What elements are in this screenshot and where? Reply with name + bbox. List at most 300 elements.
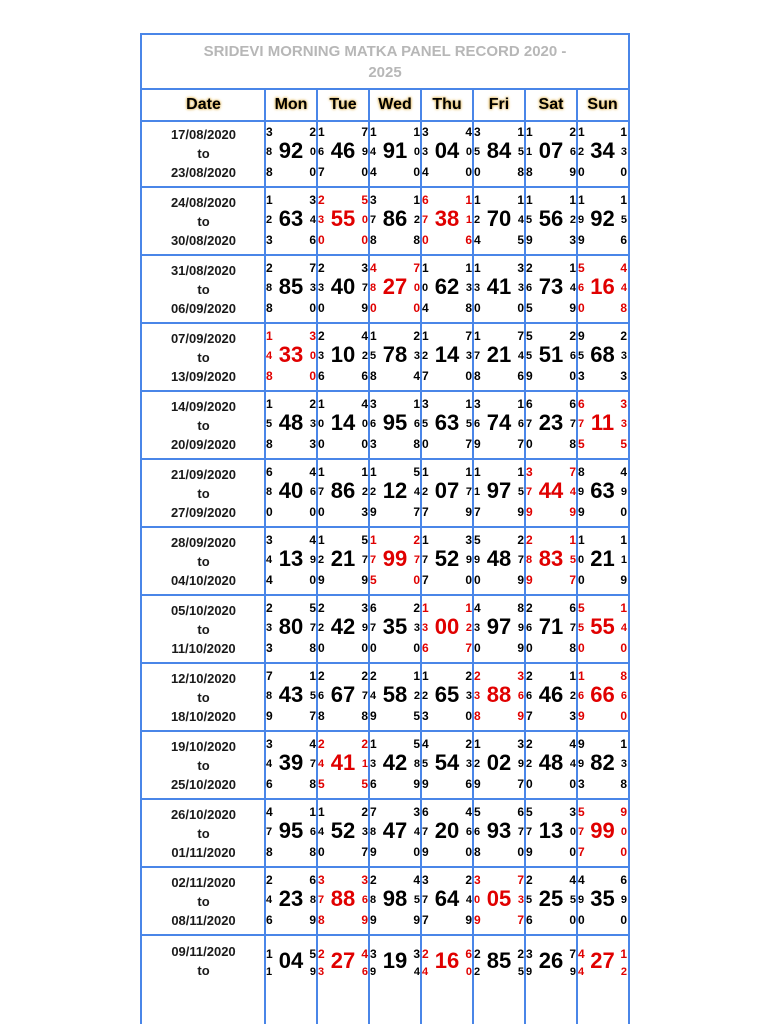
- panel-digit-right: 2: [413, 601, 420, 615]
- panel-digit-left: 5: [422, 418, 429, 430]
- panel-cell: [369, 936, 421, 1006]
- panel-digit-right: 5: [465, 418, 472, 430]
- jodi-number: 11: [590, 410, 615, 435]
- date-from: 07/09/2020: [170, 330, 237, 346]
- jodi-number: 73: [538, 274, 564, 299]
- panel-digit-left: 9: [578, 737, 585, 751]
- panel-digit-right: 5: [413, 894, 420, 906]
- panel-digit-right: 0: [413, 146, 420, 158]
- panel-digit-right: 1: [465, 397, 472, 411]
- panel-digit-right: 9: [620, 486, 627, 498]
- date-to: 27/09/2020: [170, 504, 237, 520]
- panel-digit-right: 9: [361, 146, 368, 158]
- panel-digit-left: 3: [370, 397, 377, 411]
- panel-digit-right: 2: [569, 125, 576, 139]
- panel-digit-left: 7: [578, 826, 585, 838]
- panel-digit-right: 4: [465, 805, 472, 819]
- panel-cell: [369, 732, 421, 798]
- panel-digit-left: 5: [526, 350, 533, 362]
- date-range: [142, 800, 265, 866]
- panel-digit-left: 6: [422, 193, 429, 207]
- panel-cell: [369, 256, 421, 322]
- panel-digit-left: 1: [266, 329, 273, 343]
- table-row: [142, 800, 628, 868]
- panel-digit-left: 2: [266, 261, 273, 275]
- jodi-number: 97: [486, 478, 512, 503]
- panel-digit-left: 4: [578, 873, 585, 887]
- panel-cell: [265, 936, 317, 1006]
- panel-digit-left: 1: [474, 486, 481, 498]
- panel-digit-right: 5: [517, 233, 524, 247]
- jodi-number: 02: [486, 750, 512, 775]
- panel-digit-left: 3: [578, 369, 585, 383]
- panel-digit-left: 3: [422, 146, 429, 158]
- panel-digit-left: 6: [370, 777, 377, 791]
- panel-cell: [265, 188, 317, 254]
- panel-digit-right: 9: [517, 709, 524, 723]
- panel-digit-right: 2: [361, 737, 368, 751]
- jodi-number: 63: [434, 410, 460, 435]
- date-to-label: to: [197, 281, 210, 297]
- jodi-number: 40: [278, 478, 304, 503]
- panel-digit-right: 7: [309, 709, 316, 723]
- panel-cell: [421, 732, 473, 798]
- header-divider: [576, 90, 578, 120]
- panel-digit-right: 3: [517, 894, 524, 906]
- panel-cell: [265, 392, 317, 458]
- panel-digit-right: 7: [465, 437, 472, 451]
- panel-digit-right: 0: [620, 505, 627, 519]
- panel-digit-left: 3: [526, 465, 533, 479]
- jodi-number: 23: [538, 410, 564, 435]
- jodi-number: 20: [434, 818, 460, 843]
- jodi-number: 10: [330, 342, 356, 367]
- panel-digit-left: 0: [474, 894, 481, 906]
- panel-cell: [369, 664, 421, 730]
- date-to-label: to: [197, 145, 210, 161]
- panel-digit-right: 6: [620, 233, 627, 247]
- panel-digit-right: 7: [569, 622, 576, 634]
- panel-digit-left: 0: [578, 554, 585, 566]
- panel-digit-right: 3: [620, 369, 627, 383]
- panel-digit-left: 0: [474, 165, 481, 179]
- panel-digit-right: 1: [465, 214, 472, 226]
- panel-digit-right: 3: [517, 282, 524, 294]
- panel-digit-right: 4: [517, 350, 524, 362]
- panel-digit-right: 9: [309, 554, 316, 566]
- panel-digit-right: 3: [309, 282, 316, 294]
- panel-digit-right: 0: [465, 369, 472, 383]
- panel-digit-left: 7: [318, 894, 325, 906]
- panel-digit-right: 6: [620, 873, 627, 887]
- table-row: [142, 392, 628, 460]
- panel-digit-right: 9: [620, 805, 627, 819]
- jodi-number: 56: [538, 206, 564, 231]
- date-range: [142, 732, 265, 798]
- table-row: [142, 120, 628, 188]
- panel-digit-right: 0: [413, 282, 420, 294]
- panel-digit-left: 5: [318, 777, 325, 791]
- panel-digit-right: 0: [465, 146, 472, 158]
- panel-cell: [317, 120, 369, 186]
- panel-digit-right: 9: [309, 913, 316, 927]
- panel-digit-left: 4: [266, 554, 273, 566]
- panel-digit-right: 3: [309, 418, 316, 430]
- panel-digit-right: 0: [465, 165, 472, 179]
- panel-digit-right: 0: [620, 641, 627, 655]
- panel-digit-left: 8: [526, 165, 533, 179]
- panel-digit-left: 9: [370, 845, 377, 859]
- panel-digit-left: 8: [370, 369, 377, 383]
- panel-digit-left: 9: [474, 437, 481, 451]
- panel-digit-right: 0: [361, 641, 368, 655]
- jodi-number: 92: [590, 206, 615, 231]
- panel-digit-right: 0: [413, 845, 420, 859]
- panel-digit-right: 7: [465, 641, 472, 655]
- panel-digit-left: 4: [474, 233, 481, 247]
- panel-digit-right: 3: [465, 758, 472, 770]
- panel-digit-right: 1: [413, 397, 420, 411]
- panel-digit-left: 2: [370, 873, 377, 887]
- panel-digit-right: 8: [361, 709, 368, 723]
- panel-digit-left: 3: [266, 233, 273, 247]
- panel-digit-left: 9: [578, 486, 585, 498]
- panel-digit-right: 5: [309, 690, 316, 702]
- panel-cell: [369, 460, 421, 526]
- table-row: [142, 664, 628, 732]
- panel-digit-left: 7: [526, 709, 533, 723]
- header-thu: Thu: [432, 96, 462, 113]
- panel-digit-right: 5: [309, 601, 316, 615]
- panel-cell: [473, 528, 525, 594]
- panel-digit-left: 6: [578, 690, 585, 702]
- header-tue: Tue: [329, 96, 357, 113]
- panel-digit-right: 7: [361, 282, 368, 294]
- panel-digit-left: 8: [266, 282, 273, 294]
- jodi-number: 54: [434, 750, 460, 775]
- panel-digit-left: 1: [318, 465, 325, 479]
- panel-cell: [421, 664, 473, 730]
- panel-digit-left: 9: [474, 777, 481, 791]
- jodi-number: 44: [538, 478, 564, 503]
- panel-digit-right: 2: [361, 805, 368, 819]
- panel-cell: [525, 936, 577, 1006]
- panel-digit-right: 5: [361, 193, 368, 207]
- panel-cell: [421, 188, 473, 254]
- panel-digit-right: 4: [620, 282, 627, 294]
- panel-digit-right: 9: [620, 894, 627, 906]
- panel-digit-left: 5: [474, 533, 481, 547]
- panel-digit-left: 1: [370, 737, 377, 751]
- panel-digit-left: 0: [318, 505, 325, 519]
- panel-cell: [525, 460, 577, 526]
- jodi-number: 07: [434, 478, 460, 503]
- jodi-number: 52: [434, 546, 460, 571]
- panel-digit-right: 1: [620, 737, 627, 751]
- jodi-number: 21: [590, 546, 615, 571]
- panel-digit-right: 4: [309, 737, 316, 751]
- jodi-number: 43: [278, 682, 304, 707]
- panel-digit-right: 9: [361, 573, 368, 587]
- panel-digit-left: 7: [266, 826, 273, 838]
- panel-digit-right: 1: [569, 193, 576, 207]
- panel-digit-right: 3: [517, 261, 524, 275]
- panel-digit-left: 7: [422, 913, 429, 927]
- panel-cell: [421, 528, 473, 594]
- panel-record-sheet: [140, 33, 630, 1024]
- panel-digit-left: 0: [578, 913, 585, 927]
- panel-cell: [369, 528, 421, 594]
- panel-digit-left: 2: [370, 669, 377, 683]
- panel-digit-right: 7: [309, 622, 316, 634]
- panel-digit-right: 4: [413, 966, 420, 978]
- panel-digit-left: 6: [526, 397, 533, 411]
- column-divider: [368, 120, 370, 1024]
- panel-digit-left: 2: [266, 601, 273, 615]
- panel-cell: [265, 120, 317, 186]
- panel-cell: [525, 120, 577, 186]
- panel-digit-left: 2: [526, 737, 533, 751]
- panel-digit-right: 3: [569, 805, 576, 819]
- panel-digit-right: 0: [517, 845, 524, 859]
- jodi-number: 13: [278, 546, 304, 571]
- panel-digit-left: 1: [370, 533, 377, 547]
- panel-digit-left: 1: [266, 193, 273, 207]
- panel-digit-left: 1: [266, 966, 273, 978]
- panel-cell: [577, 800, 628, 866]
- jodi-number: 48: [486, 546, 512, 571]
- panel-digit-right: 4: [309, 214, 316, 226]
- header-divider: [472, 90, 474, 120]
- panel-digit-left: 2: [318, 261, 325, 275]
- panel-digit-right: 0: [309, 350, 316, 362]
- panel-digit-right: 8: [517, 165, 524, 179]
- panel-digit-right: 0: [569, 777, 576, 791]
- panel-cell: [265, 732, 317, 798]
- panel-digit-left: 2: [266, 873, 273, 887]
- panel-digit-right: 1: [309, 669, 316, 683]
- panel-digit-right: 5: [361, 777, 368, 791]
- jodi-number: 21: [330, 546, 356, 571]
- panel-cell: [369, 800, 421, 866]
- panel-digit-right: 9: [465, 913, 472, 927]
- jodi-number: 40: [330, 274, 356, 299]
- jodi-number: 42: [382, 750, 408, 775]
- panel-digit-right: 1: [620, 533, 627, 547]
- panel-digit-right: 5: [569, 894, 576, 906]
- panel-digit-left: 3: [318, 214, 325, 226]
- panel-cell: [317, 732, 369, 798]
- panel-digit-left: 8: [578, 465, 585, 479]
- panel-cell: [369, 392, 421, 458]
- panel-cell: [421, 324, 473, 390]
- panel-digit-right: 5: [517, 146, 524, 158]
- panel-digit-right: 1: [517, 193, 524, 207]
- panel-cell: [525, 596, 577, 662]
- panel-digit-left: 6: [474, 418, 481, 430]
- panel-digit-right: 5: [413, 709, 420, 723]
- panel-digit-right: 1: [413, 193, 420, 207]
- date-to-label: to: [197, 689, 210, 705]
- panel-digit-left: 8: [318, 709, 325, 723]
- panel-digit-right: 1: [309, 805, 316, 819]
- panel-digit-left: 7: [526, 486, 533, 498]
- panel-digit-left: 3: [318, 282, 325, 294]
- panel-digit-right: 7: [569, 947, 576, 961]
- jodi-number: 48: [278, 410, 304, 435]
- panel-digit-left: 1: [318, 397, 325, 411]
- panel-digit-left: 0: [474, 641, 481, 655]
- panel-cell: [525, 324, 577, 390]
- panel-digit-left: 1: [370, 125, 377, 139]
- panel-digit-right: 4: [569, 486, 576, 498]
- panel-digit-right: 7: [309, 261, 316, 275]
- jodi-number: 00: [434, 614, 460, 639]
- panel-digit-left: 6: [266, 465, 273, 479]
- panel-digit-left: 6: [318, 369, 325, 383]
- panel-digit-right: 2: [517, 947, 524, 961]
- jodi-number: 91: [382, 138, 408, 163]
- panel-digit-left: 3: [266, 641, 273, 655]
- column-divider: [264, 120, 266, 1024]
- panel-digit-right: 3: [620, 758, 627, 770]
- panel-digit-left: 9: [578, 214, 585, 226]
- panel-digit-left: 8: [266, 845, 273, 859]
- date-range: [142, 324, 265, 390]
- header-divider: [368, 90, 370, 120]
- panel-digit-right: 3: [517, 737, 524, 751]
- panel-cell: [265, 868, 317, 934]
- panel-cell: [473, 256, 525, 322]
- panel-digit-left: 0: [526, 437, 533, 451]
- panel-cell: [421, 596, 473, 662]
- panel-digit-right: 7: [309, 758, 316, 770]
- jodi-number: 04: [278, 948, 304, 973]
- panel-digit-left: 1: [422, 329, 429, 343]
- panel-digit-right: 3: [413, 622, 420, 634]
- panel-cell: [421, 256, 473, 322]
- panel-digit-right: 0: [620, 165, 627, 179]
- panel-digit-left: 5: [474, 146, 481, 158]
- panel-digit-left: 5: [526, 301, 533, 315]
- panel-cell: [421, 868, 473, 934]
- panel-digit-left: 7: [422, 826, 429, 838]
- panel-cell: [265, 256, 317, 322]
- panel-digit-left: 8: [474, 709, 481, 723]
- panel-digit-left: 3: [370, 758, 377, 770]
- jodi-number: 33: [278, 342, 304, 367]
- panel-cell: [473, 392, 525, 458]
- panel-digit-right: 7: [361, 554, 368, 566]
- panel-digit-right: 0: [620, 845, 627, 859]
- panel-digit-left: 4: [318, 826, 325, 838]
- panel-digit-left: 3: [370, 947, 377, 961]
- panel-cell: [421, 120, 473, 186]
- panel-cell: [317, 936, 369, 1006]
- panel-digit-right: 0: [413, 641, 420, 655]
- panel-cell: [473, 936, 525, 1006]
- table-row: [142, 596, 628, 664]
- panel-digit-right: 4: [569, 873, 576, 887]
- panel-digit-left: 8: [266, 486, 273, 498]
- panel-digit-left: 1: [578, 193, 585, 207]
- date-to: 01/11/2020: [171, 844, 236, 860]
- panel-digit-right: 1: [413, 125, 420, 139]
- date-to: 06/09/2020: [170, 300, 237, 316]
- panel-digit-left: 1: [318, 533, 325, 547]
- panel-cell: [525, 256, 577, 322]
- panel-digit-left: 1: [474, 329, 481, 343]
- panel-digit-right: 1: [620, 601, 627, 615]
- jodi-number: 66: [590, 682, 615, 707]
- panel-digit-right: 3: [517, 669, 524, 683]
- panel-digit-left: 4: [422, 301, 429, 315]
- panel-cell: [473, 120, 525, 186]
- jodi-number: 25: [538, 886, 564, 911]
- panel-digit-right: 4: [413, 486, 420, 498]
- panel-digit-left: 1: [422, 601, 429, 615]
- panel-digit-left: 3: [474, 690, 481, 702]
- panel-digit-left: 1: [318, 125, 325, 139]
- panel-cell: [421, 392, 473, 458]
- panel-digit-left: 9: [266, 709, 273, 723]
- panel-digit-right: 4: [569, 758, 576, 770]
- panel-digit-right: 5: [413, 465, 420, 479]
- panel-digit-right: 3: [413, 805, 420, 819]
- panel-digit-right: 9: [569, 301, 576, 315]
- panel-digit-right: 2: [465, 873, 472, 887]
- panel-digit-right: 7: [361, 125, 368, 139]
- panel-digit-right: 9: [361, 301, 368, 315]
- jodi-number: 86: [382, 206, 408, 231]
- panel-digit-left: 1: [474, 737, 481, 751]
- panel-digit-left: 3: [370, 437, 377, 451]
- panel-digit-right: 7: [569, 573, 576, 587]
- panel-digit-left: 7: [422, 369, 429, 383]
- panel-digit-left: 2: [474, 214, 481, 226]
- panel-digit-right: 5: [309, 947, 316, 961]
- panel-digit-left: 5: [370, 573, 377, 587]
- panel-digit-left: 2: [526, 758, 533, 770]
- panel-digit-right: 8: [620, 777, 627, 791]
- panel-digit-left: 2: [526, 261, 533, 275]
- jodi-number: 27: [330, 948, 356, 973]
- date-from: 14/09/2020: [170, 398, 237, 414]
- panel-digit-left: 2: [318, 601, 325, 615]
- jodi-number: 05: [486, 886, 512, 911]
- date-to: 13/09/2020: [170, 368, 237, 384]
- date-from: 24/08/2020: [170, 194, 237, 210]
- panel-digit-right: 4: [569, 282, 576, 294]
- date-to: 18/10/2020: [170, 708, 237, 724]
- panel-digit-right: 3: [620, 397, 627, 411]
- panel-digit-right: 9: [465, 505, 472, 519]
- panel-digit-right: 2: [413, 690, 420, 702]
- panel-digit-left: 5: [526, 214, 533, 226]
- jodi-number: 07: [538, 138, 564, 163]
- panel-digit-left: 6: [578, 397, 585, 411]
- panel-digit-left: 4: [266, 805, 273, 819]
- panel-digit-right: 2: [569, 690, 576, 702]
- jodi-number: 41: [330, 750, 356, 775]
- panel-digit-right: 8: [569, 437, 576, 451]
- panel-digit-right: 4: [309, 533, 316, 547]
- jodi-number: 88: [486, 682, 512, 707]
- panel-digit-left: 9: [578, 329, 585, 343]
- panel-digit-left: 7: [422, 214, 429, 226]
- jodi-number: 39: [278, 750, 304, 775]
- panel-digit-left: 9: [526, 369, 533, 383]
